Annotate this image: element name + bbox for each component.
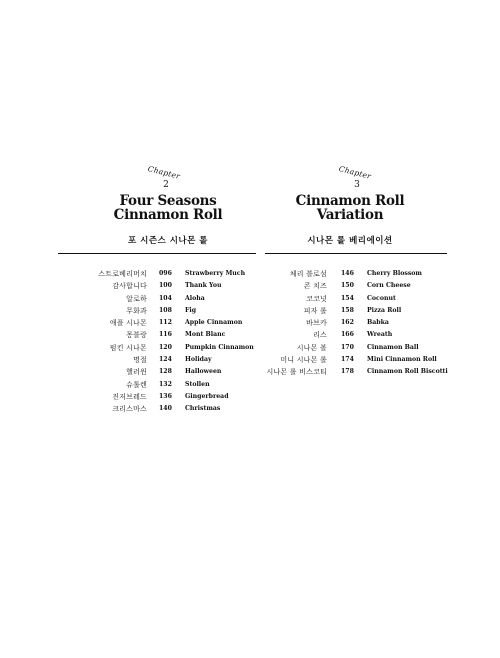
chapter-label: Chapter — [337, 164, 373, 181]
list-item — [58, 379, 298, 391]
item-page-number: 116 — [159, 331, 172, 339]
item-english-title: Mini Cinnamon Roll — [367, 356, 437, 364]
item-korean-title: 시나몬 볼 — [296, 343, 327, 352]
chapter-title-line-1: Four Seasons — [119, 193, 217, 209]
item-page-number: 096 — [159, 270, 172, 277]
item-english-title: Strawberry Much — [185, 270, 246, 277]
item-english-title: Apple Cinnamon — [185, 319, 243, 327]
chapter-subtitle: 시나몬 롤 베리에이션 — [307, 236, 393, 246]
item-english-title: Cinnamon Roll Biscotti — [367, 368, 448, 376]
chapter-number: 3 — [354, 180, 360, 190]
contents-list — [58, 268, 298, 416]
item-korean-title: 몽블랑 — [126, 331, 147, 340]
list-item — [58, 391, 298, 403]
contents-list — [265, 268, 500, 379]
item-english-title: Corn Cheese — [367, 282, 411, 290]
item-korean-title: 바브카 — [306, 319, 327, 328]
chapter-number: 2 — [163, 180, 169, 190]
item-english-title: Pumpkin Cinnamon — [185, 343, 254, 351]
item-page-number: 140 — [159, 405, 172, 413]
item-korean-title: 체리 블로섬 — [289, 270, 327, 278]
chapter-2-header — [58, 164, 258, 230]
item-page-number: 178 — [341, 368, 354, 376]
item-korean-title: 코코넛 — [306, 294, 327, 303]
list-item — [265, 268, 500, 280]
list-item — [58, 403, 298, 415]
chapter-title-line-2: Variation — [316, 207, 384, 223]
item-korean-title: 미니 시나몬 롤 — [280, 356, 327, 365]
item-english-title: Babka — [367, 319, 389, 327]
item-page-number: 136 — [159, 392, 172, 400]
item-korean-title: 피자 롤 — [303, 306, 327, 315]
item-english-title: Aloha — [185, 294, 205, 302]
list-item — [265, 305, 500, 317]
item-korean-title: 리스 — [313, 331, 327, 340]
item-korean-title: 펌킨 시나몬 — [109, 343, 147, 352]
item-english-title: Holiday — [185, 356, 212, 364]
list-item — [265, 329, 500, 341]
item-korean-title: 시나몬 롤 비스코티 — [266, 368, 327, 377]
list-item — [58, 366, 298, 378]
chapter-3-header — [265, 164, 465, 230]
item-page-number: 146 — [341, 270, 354, 277]
item-english-title: Fig — [185, 306, 197, 314]
item-korean-title: 명절 — [133, 356, 147, 365]
item-korean-title: 콘 치즈 — [303, 282, 327, 291]
item-page-number: 162 — [341, 319, 354, 327]
item-english-title: Pizza Roll — [367, 306, 402, 314]
item-page-number: 108 — [159, 306, 172, 314]
item-page-number: 174 — [341, 356, 354, 364]
item-english-title: Cinnamon Ball — [367, 343, 419, 351]
list-item — [58, 305, 298, 317]
item-page-number: 128 — [159, 368, 172, 376]
chapter-subtitle: 포 시즌스 시나몬 롤 — [127, 236, 209, 246]
item-english-title: Coconut — [367, 294, 396, 302]
item-page-number: 124 — [159, 356, 172, 364]
chapter-title — [60, 194, 276, 222]
item-korean-title: 진저브레드 — [112, 392, 147, 401]
list-item — [58, 342, 298, 354]
item-english-title: Christmas — [185, 405, 221, 413]
item-english-title: Thank You — [185, 282, 222, 290]
divider-rule — [265, 253, 447, 254]
list-item — [265, 366, 500, 378]
list-item — [58, 317, 298, 329]
item-korean-title: 감사합니다 — [112, 282, 147, 291]
chapter-label: Chapter — [146, 164, 182, 181]
item-page-number: 170 — [341, 343, 354, 351]
item-page-number: 150 — [341, 282, 354, 290]
item-page-number: 120 — [159, 343, 172, 351]
list-item — [265, 354, 500, 366]
item-korean-title: 크리스마스 — [112, 405, 147, 414]
chapter-title — [265, 194, 435, 222]
list-item — [265, 317, 500, 329]
item-korean-title: 무화과 — [126, 306, 147, 315]
list-item — [265, 293, 500, 305]
list-item — [265, 342, 500, 354]
list-item — [58, 354, 298, 366]
chapter-title-line-1: Cinnamon Roll — [295, 193, 405, 209]
list-item — [58, 268, 298, 280]
item-page-number: 166 — [341, 331, 354, 339]
chapter-3-section — [265, 164, 465, 377]
item-page-number: 100 — [159, 282, 172, 290]
item-korean-title: 핼러윈 — [126, 368, 147, 377]
item-korean-title: 슈톨렌 — [126, 380, 147, 389]
item-korean-title: 알로하 — [126, 294, 147, 303]
item-korean-title: 스트로베리머치 — [98, 270, 147, 278]
item-english-title: Gingerbread — [185, 392, 229, 400]
item-page-number: 154 — [341, 294, 354, 302]
item-english-title: Stollen — [185, 380, 210, 388]
chapter-2-section — [58, 164, 258, 414]
item-page-number: 158 — [341, 306, 354, 314]
list-item — [58, 293, 298, 305]
item-page-number: 112 — [159, 319, 172, 327]
chapter-title-line-2: Cinnamon Roll — [113, 207, 223, 223]
item-korean-title: 애플 시나몬 — [109, 319, 147, 328]
item-english-title: Mont Blanc — [185, 331, 226, 339]
list-item — [265, 280, 500, 292]
item-english-title: Wreath — [367, 331, 393, 339]
item-page-number: 132 — [159, 380, 172, 388]
list-item — [58, 280, 298, 292]
list-item — [58, 329, 298, 341]
divider-rule — [58, 253, 256, 254]
item-english-title: Halloween — [185, 368, 222, 376]
item-english-title: Cherry Blossom — [367, 270, 422, 277]
item-page-number: 104 — [159, 294, 172, 302]
